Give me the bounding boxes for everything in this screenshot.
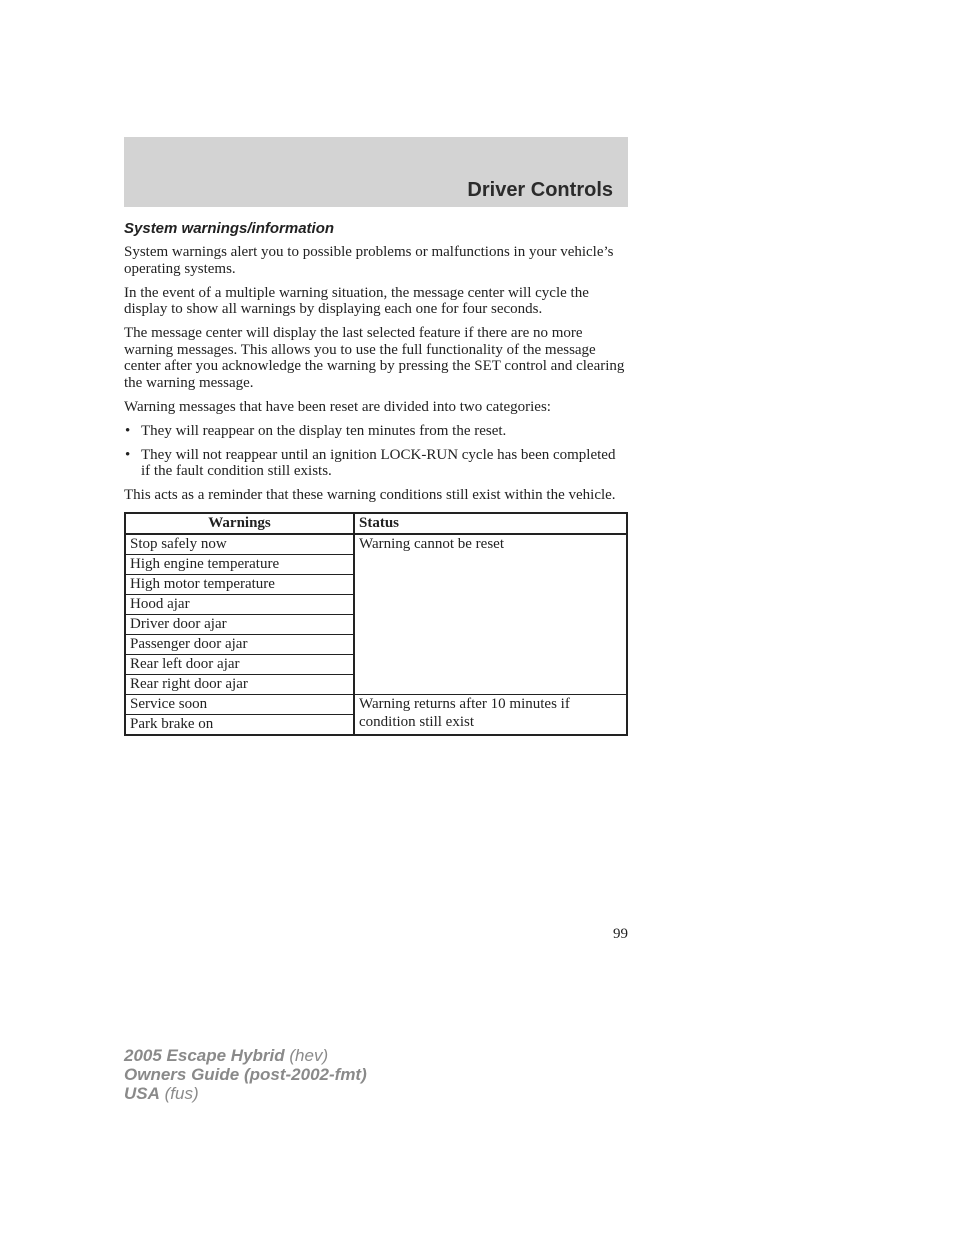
warning-cell: Rear left door ajar [125, 654, 354, 674]
warning-cell: Park brake on [125, 714, 354, 735]
table-header-row [125, 513, 627, 534]
paragraph-multiple-warnings: In the event of a multiple warning situation, the message center will cycle the display to show all warnings by displaying each one for four seconds. [124, 284, 589, 317]
warnings-table [124, 512, 628, 736]
column-header-status: Status [354, 513, 627, 534]
table-row [125, 534, 627, 555]
status-cell: Warning returns after 10 minutes if condition still exist [354, 694, 627, 735]
warning-cell: Passenger door ajar [125, 634, 354, 654]
list-item: • They will not reappear until an ignition LOCK-RUN cycle has been completed if the fault condition still exists. [124, 447, 628, 480]
status-cell: Warning cannot be reset [354, 534, 627, 695]
category-list [124, 423, 628, 480]
list-item: • They will reappear on the display ten minutes from the reset. [124, 423, 628, 440]
warning-cell: Rear right door ajar [125, 674, 354, 694]
warning-cell: Service soon [125, 694, 354, 714]
footer-market-code: (fus) [164, 1084, 199, 1103]
column-header-warnings: Warnings [125, 513, 354, 534]
footer-line-model [124, 1046, 367, 1065]
warning-cell: Hood ajar [125, 594, 354, 614]
footer-guide: Owners Guide (post-2002-fmt) [124, 1065, 367, 1084]
paragraph-categories: Warning messages that have been reset are divided into two categories: [124, 398, 551, 415]
warning-cell: Stop safely now [125, 534, 354, 555]
section-heading: System warnings/information [124, 220, 335, 237]
table-row [125, 694, 627, 714]
footer-market: USA [124, 1084, 160, 1103]
warning-cell: Driver door ajar [125, 614, 354, 634]
document-footer [124, 1046, 367, 1103]
footer-line-market [124, 1084, 367, 1103]
paragraph-intro: System warnings alert you to possible problems or malfunctions in your vehicle’s operating systems. [124, 244, 614, 277]
warning-cell: High engine temperature [125, 554, 354, 574]
footer-model: 2005 Escape Hybrid [124, 1046, 285, 1065]
chapter-title: Driver Controls [467, 179, 613, 201]
page-content [124, 220, 628, 736]
paragraph-reminder: This acts as a reminder that these warning conditions still exist within the vehicle. [124, 487, 616, 503]
chapter-header-band [124, 137, 628, 207]
page-number: 99 [613, 926, 628, 942]
warning-cell: High motor temperature [125, 574, 354, 594]
paragraph-last-feature: The message center will display the last selected feature if there are no more warning messages. This allows you to use the full functionality of the message center after you acknowledge the warning by pressing the SET control and clearing the warning message. [124, 325, 625, 391]
footer-model-code: (hev) [289, 1046, 329, 1065]
footer-line-guide [124, 1065, 367, 1084]
